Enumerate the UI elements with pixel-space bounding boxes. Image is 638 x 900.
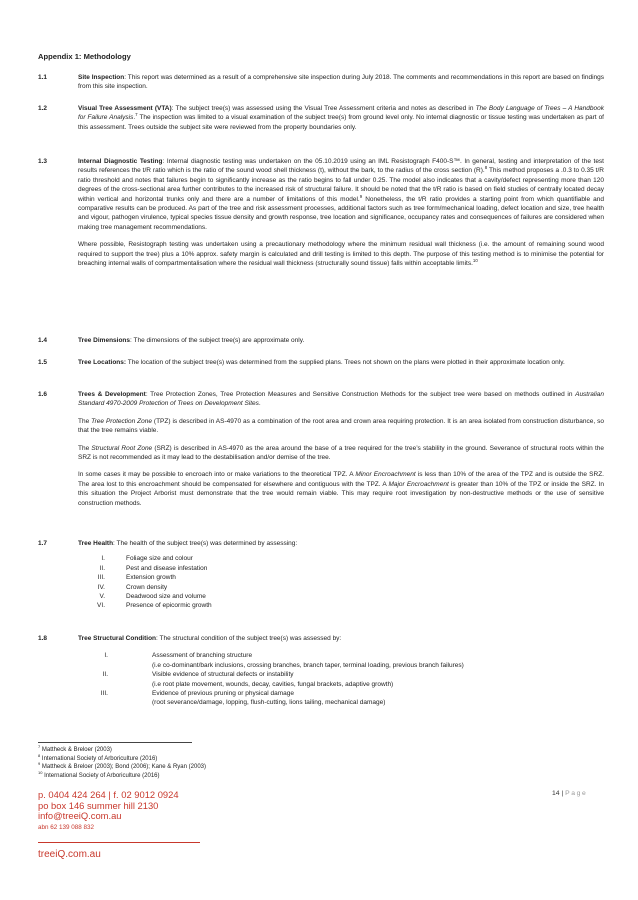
section-number: 1.1	[38, 74, 48, 81]
section-number: 1.6	[38, 391, 48, 398]
section-text: This method proposes a .0.3 to 0.35 t/R ratio threshold and notes that failures begin to significantly increase as the ratio begins to fall under 0.25. The model also indicates that a cavity/defect representing more than 120 degrees of the cross-sectional area further contributes to the increased risk of structural failure. It should be noted that the t/R ratio is based on field studies of centrally located decay within vertical and horizontal trunks only and there are a number of limitations of this model.	[78, 167, 604, 203]
section-number: 1.8	[38, 635, 48, 642]
structure-criteria-list	[78, 651, 604, 707]
term-minor-encroachment: Minor Encroachment	[355, 471, 416, 479]
list-subtext: (i.e co-dominant/bark inclusions, crossing branches, branch taper, terminal loading, previous branch failures)	[152, 661, 464, 669]
list-subtext: (root severance/damage, lopping, flush-cutting, lions tailing, mechanical damage)	[152, 699, 386, 707]
standard-title: Australian Standard 4970-2009 Protection of Trees on Development Sites	[78, 391, 605, 408]
footnote	[38, 752, 206, 767]
section-1-2: 1.2 Visual Tree Assessment (VTA): The subject tree(s) was assessed using the Visual Tree Assessment criteria and notes as described in The Body Language of Trees – A Handbook for Failure Analysis.$^7$ The inspection was limited to a visual examination of the subject tree(s) from ground level only. No internal diagnostic or tissue testing was undertaken as part of this assessment. Trees outside the subject site were reviewed from the property boundaries only.	[38, 105, 604, 131]
footnote-text: Mattheck & Breloer (2003); Bond (2006); Kane & Ryan (2003)	[40, 764, 206, 771]
footnote-divider	[38, 742, 192, 743]
list-numeral: I.	[104, 652, 108, 660]
list-numeral: III.	[100, 690, 108, 698]
list-text: Extension growth	[126, 574, 176, 582]
list-item	[78, 651, 604, 670]
section-number: 1.7	[38, 540, 48, 547]
list-numeral: IV.	[97, 583, 105, 591]
section-text: is less than 10% of the area of the TPZ and is outside the SRZ. The area lost to this encroachment should be compensated for elsewhere and contiguous with the TPZ. A	[78, 471, 604, 488]
footer-divider	[38, 842, 200, 843]
section-text: The location of the subject tree(s) was determined from the supplied plans. Trees not shown on the plans were plotted in their approximate location only.	[126, 359, 565, 366]
section-number: 1.5	[38, 359, 48, 366]
page-separator: |	[559, 790, 566, 797]
footnote-number: 8	[38, 752, 41, 758]
section-1-7	[38, 539, 604, 611]
section-text: The inspection was limited to a visual examination of the subject tree(s) from ground level only. No internal diagnostic or tissue testing was undertaken as part of this assessment. Trees outside the subject site were reviewed from the property boundaries only.	[78, 114, 604, 131]
page-number-value: 14	[552, 790, 560, 797]
section-text: (TPZ) is described in AS-4970 as a combination of the root area and crown area requiring protection. It is an area isolated from construction disturbance, so that the tree remains viable.	[78, 417, 604, 435]
list-numeral: II.	[102, 671, 108, 679]
list-text: Evidence of previous pruning or physical damage	[152, 690, 295, 698]
term-major-encroachment: Major Encroachment	[388, 480, 449, 488]
list-item	[78, 670, 604, 689]
footnotes	[38, 746, 206, 780]
list-text: Assessment of branching structure	[152, 652, 253, 660]
footnote-number: 9	[38, 761, 41, 767]
section-text: .	[258, 400, 261, 408]
section-1-5	[38, 358, 604, 367]
footnote-number: 10	[38, 769, 43, 775]
section-text: is greater than 10% of the TPZ or inside the SRZ. In this situation the Project Arborist must demonstrate that the tree would remain viable. This may require root investigation by non-destructive methods or the use of sensitive construction methods.	[78, 480, 604, 507]
footnote	[38, 769, 206, 781]
list-numeral: III.	[97, 574, 105, 582]
section-number: 1.3	[38, 158, 48, 165]
section-text: : Tree Protection Zones, Tree Protection Measures and Sensitive Construction Methods for the subject tree were based on methods outlined in	[145, 391, 576, 398]
list-text: Visible evidence of structural defects or instability	[152, 671, 294, 679]
list-item	[78, 689, 604, 708]
list-numeral: I.	[101, 555, 105, 563]
section-1-3	[38, 157, 604, 268]
footnote-number: 7	[38, 744, 41, 749]
footnote-ref: 10	[472, 257, 478, 263]
phone-fax: p. 0404 424 264 | f. 02 9012 0924	[38, 789, 179, 800]
page-number	[552, 790, 587, 797]
email-link[interactable]: info@treeiQ.com.au	[38, 810, 122, 822]
section-title: Tree Structural Condition	[78, 635, 157, 642]
footnote	[38, 763, 206, 772]
section-number: 1.4	[38, 337, 48, 344]
footnote-text: Mattheck & Breloer (2003)	[40, 747, 112, 753]
list-text: Deadwood size and volume	[126, 593, 206, 601]
list-item	[78, 564, 604, 573]
list-subtext: (i.e root plate movement, wounds, decay, cavities, fungal brackets, adaptive growth)	[152, 680, 394, 688]
list-numeral: II.	[99, 564, 105, 572]
footnote-text: International Society of Arboriculture (2016)	[40, 755, 158, 762]
list-text: Pest and disease infestation	[126, 564, 208, 572]
footnote	[38, 746, 206, 755]
section-text: Nonetheless, the t/R ratio provides a starting point from which quantifiable and comparative results can be produced. As part of the tree and risk assessment processes, additional factors such as tree form/mechanical loading, defect location and size, tree health and vigour, pathogen virulence, typical species tissue density and growth response, tree location and significance, occupancy rates and consequences of failures are considered when making tree management recommendations.	[78, 195, 604, 231]
section-1-1	[38, 73, 604, 92]
health-criteria-list	[78, 554, 604, 610]
section-title: Tree Health	[78, 540, 114, 547]
list-item	[78, 592, 604, 601]
page-label: Page	[565, 790, 588, 797]
section-text: : Internal diagnostic testing was undertaken on the 05.10.2019 using an IML Resistograph F400-S™. In general, testing and interpretation of the test results references the t/R ratio which is the ratio of the sound wood shell thickness (t), without the bark, to the radius of the cross section (R).	[78, 158, 604, 175]
section-1-8	[38, 634, 604, 708]
footnote-ref: 7	[135, 112, 138, 118]
section-1-6	[38, 390, 604, 508]
list-text: Foliage size and colour	[126, 555, 193, 563]
list-item	[78, 573, 604, 582]
appendix-heading: Appendix 1: Methodology	[38, 52, 131, 61]
section-text: In some cases it may be possible to encroach into or make variations to the theoretical TPZ. A	[78, 471, 356, 479]
section-text: : The dimensions of the subject tree(s) are approximate only.	[130, 337, 305, 344]
list-item	[78, 554, 604, 563]
term-srz: Structural Root Zone	[91, 444, 153, 452]
section-1-4	[38, 336, 604, 345]
contact-block	[38, 790, 179, 834]
section-title: Visual Tree Assessment (VTA)	[78, 105, 172, 112]
list-text: Presence of epicormic growth	[126, 602, 212, 610]
footnote-ref: 9	[359, 193, 363, 199]
abn: abn 62 139 088 832	[38, 823, 95, 831]
section-text: : The subject tree(s) was assessed using the Visual Tree Assessment criteria and notes as described in	[171, 105, 476, 112]
footnote-ref: 8	[484, 165, 488, 171]
section-text: : The health of the subject tree(s) was determined by assessing:	[113, 540, 298, 547]
list-item	[78, 583, 604, 592]
section-text: The	[78, 444, 92, 452]
section-text: : This report was determined as a result of a comprehensive site inspection during July 2018. The comments and recommendations in this report are based on findings from this site inspection.	[78, 74, 605, 91]
section-text: : The structural condition of the subject tree(s) was assessed by:	[156, 635, 342, 642]
list-numeral: VI.	[97, 602, 105, 610]
section-paragraph: Where possible, Resistograph testing was undertaken using a precautionary methodology where the minimum residual wall thickness (i.e. the amount of remaining sound wood required to support the tree) plus a 10% approx. safety margin is calculated and drill testing is limited to this depth. The purpose of this testing method is to minimise the potential for breaching internal walls of compartmentalisation where the residual wall thickness (structurally sound tissue) falls within acceptable limits.	[78, 241, 604, 268]
section-title: Site Inspection	[78, 74, 125, 81]
po-box: po box 146 summer hill 2130	[38, 799, 159, 811]
section-text: (SRZ) is described in AS-4970 as the area around the base of a tree required for the tree’s stability in the ground. Severance of structural roots within the SRZ is not recommended as it may lead to the destabilisation and/or demise of the tree.	[78, 444, 604, 462]
section-number: 1.2	[38, 105, 48, 112]
footnote-text: International Society of Arboriculture (2016)	[42, 772, 160, 779]
website-link[interactable]: treeiQ.com.au	[38, 849, 101, 860]
section-text: The	[78, 417, 92, 425]
section-title: Tree Dimensions	[78, 337, 131, 344]
list-item	[78, 601, 604, 610]
section-title: Internal Diagnostic Testing	[78, 158, 163, 165]
section-title: Tree Locations:	[78, 359, 127, 366]
list-numeral: V.	[99, 593, 105, 601]
list-text: Crown density	[126, 583, 168, 591]
book-title: The Body Language of Trees – A Handbook for Failure Analysis	[78, 105, 604, 122]
section-title: Trees & Development	[78, 391, 146, 398]
term-tpz: Tree Protection Zone	[91, 417, 152, 425]
